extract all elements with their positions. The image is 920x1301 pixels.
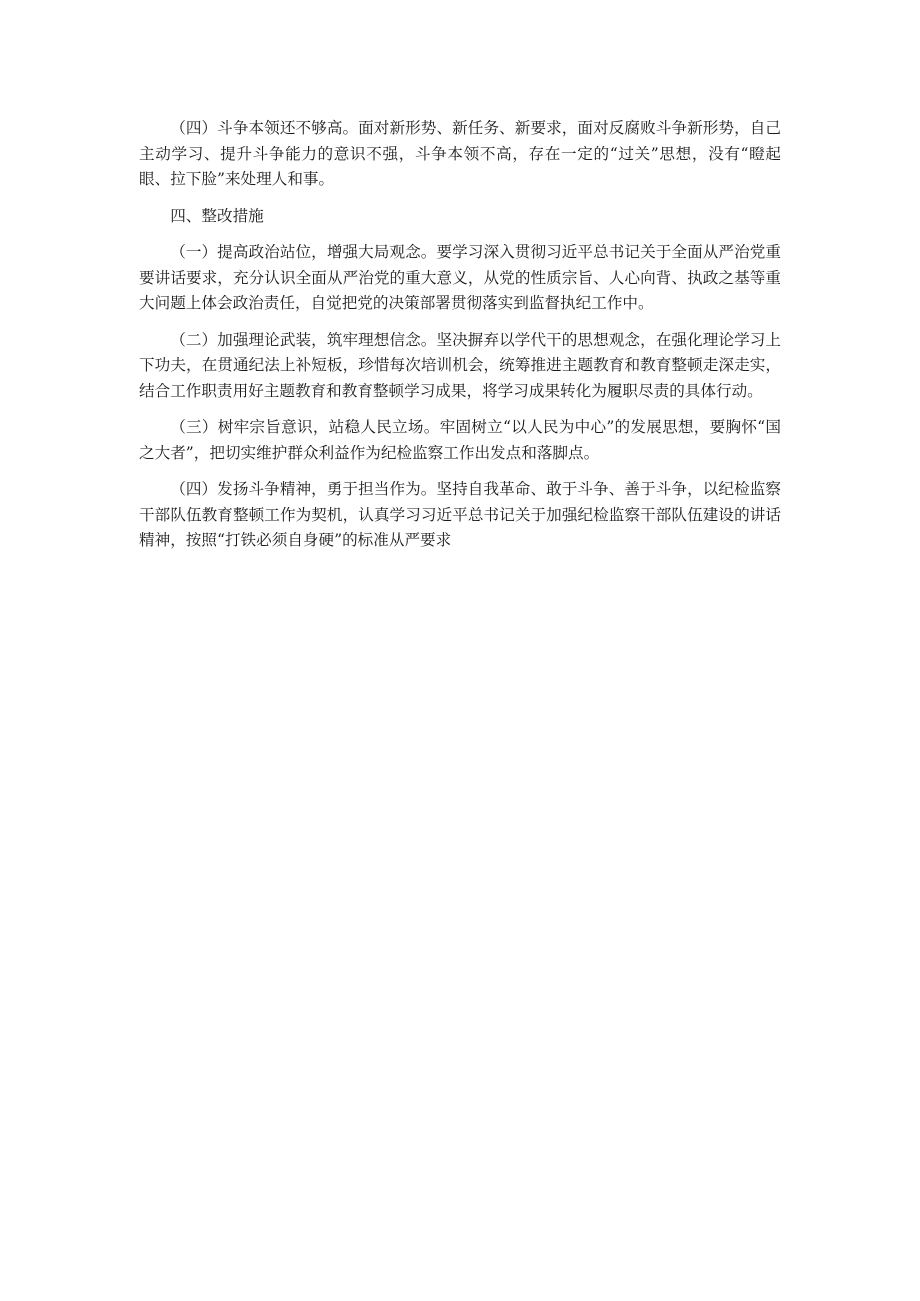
paragraph-measure-2: （二）加强理论武装，筑牢理想信念。坚决摒弃以学代干的思想观念，在强化理论学习上下功夫，在贯通纪法上补短板，珍惜每次培训机会，统筹推进主题教育和教育整顿走深走实，结合工作职责用好主题教育和教育整顿学习成果，将学习成果转化为履职尽责的具体行动。 (139, 330, 781, 400)
paragraph-struggle-ability: （四）斗争本领还不够高。面对新形势、新任务、新要求，面对反腐败斗争新形势，自己主动学习、提升斗争能力的意识不强，斗争本领不高，存在一定的“过关”思想，没有“瞪起眼、拉下脸”来处理人和事。 (139, 119, 781, 188)
paragraph-measure-3: （三）树牢宗旨意识，站稳人民立场。牢固树立“以人民为中心”的发展思想，要胸怀“国之大者”，把切实维护群众利益作为纪检监察工作出发点和落脚点。 (139, 418, 781, 462)
document-body (139, 116, 781, 565)
paragraph-measure-1: （一）提高政治站位，增强大局观念。要学习深入贯彻习近平总书记关于全面从严治党重要讲话要求，充分认识全面从严治党的重大意义，从党的性质宗旨、人心向背、执政之基等重大问题上体会政治责任，自觉把党的决策部署贯彻落实到监督执纪工作中。 (139, 243, 781, 312)
paragraph-measure-4: （四）发扬斗争精神，勇于担当作为。坚持自我革命、敢于斗争、善于斗争，以纪检监察干部队伍教育整顿工作为契机，认真学习习近平总书记关于加强纪检监察干部队伍建设的讲话精神，按照“打铁必须自身硬”的标准从严要求 (139, 480, 781, 549)
section-heading-rectification: 四、整改措施 (170, 206, 264, 225)
